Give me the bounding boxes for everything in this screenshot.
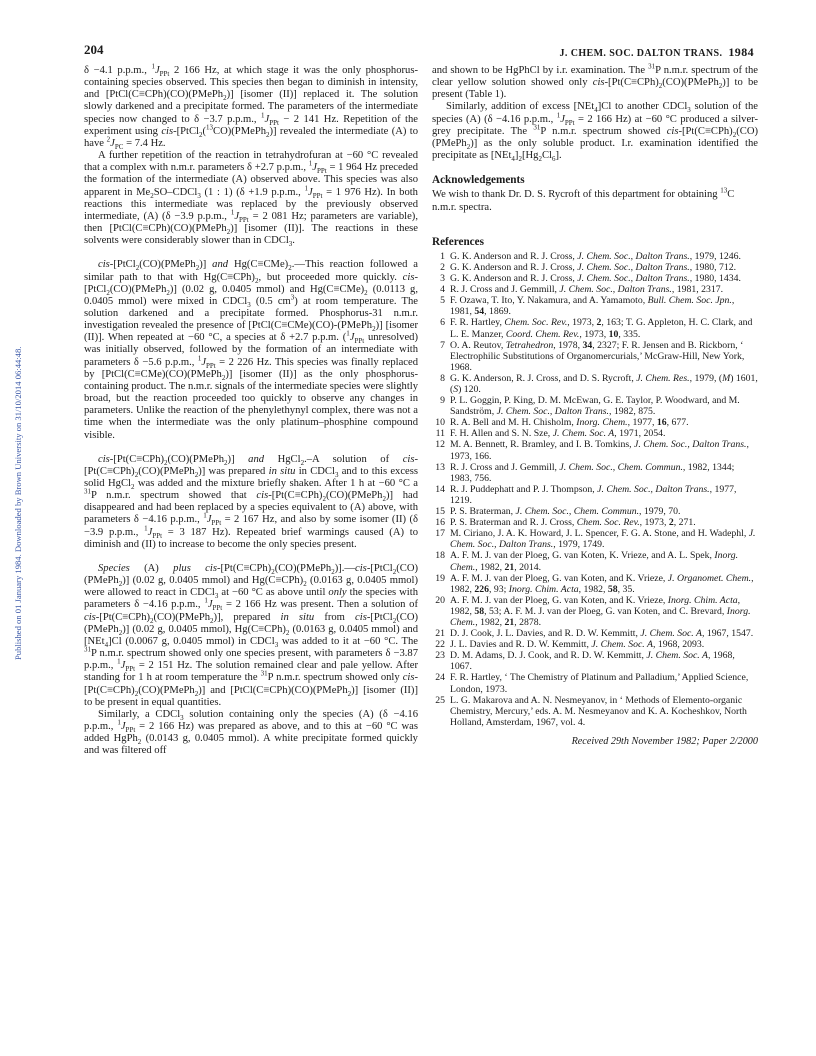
reference-item <box>432 595 758 628</box>
reference-number: 4 <box>440 284 445 296</box>
reference-list <box>432 251 758 728</box>
journal-year: 1984 <box>728 45 754 59</box>
reference-item <box>432 484 758 506</box>
reference-item <box>432 340 758 373</box>
reference-text: F. H. Allen and S. N. Sze, J. Chem. Soc. A, 1971, 2054. <box>450 428 666 440</box>
reference-item <box>432 550 758 572</box>
reference-text: R. J. Cross and J. Gemmill, J. Chem. Soc., Chem. Commun., 1982, 1344; 1983, 756. <box>450 461 735 484</box>
reference-number: 24 <box>435 672 445 684</box>
references-heading: References <box>432 235 484 248</box>
reference-item <box>432 628 758 639</box>
reference-number: 18 <box>435 550 445 562</box>
reference-item <box>432 395 758 417</box>
reference-text: M. Ciriano, J. A. K. Howard, J. L. Spencer, F. G. A. Stone, and H. Wadephl, J. Chem. Soc., Dalton Trans., 1979, 1749. <box>450 528 756 551</box>
reference-text: A. F. M. J. van der Ploeg, G. van Koten, K. Vrieze, and A. L. Spek, Inorg. Chem., 1982, 21, 2014. <box>450 550 739 573</box>
reference-text: P. L. Goggin, P. King, D. M. McEwan, G. E. Taylor, P. Woodward, and M. Sandström, J. Chem. Soc., Dalton Trans., 1982, 875. <box>450 395 740 418</box>
reference-number: 16 <box>435 517 445 529</box>
reference-number: 19 <box>435 572 445 584</box>
reference-text: D. M. Adams, D. J. Cook, and R. D. W. Kemmitt, J. Chem. Soc. A, 1968, 1067. <box>450 650 735 673</box>
reference-item <box>432 506 758 517</box>
reference-number: 14 <box>435 483 445 495</box>
reference-item <box>432 573 758 595</box>
reference-number: 9 <box>440 395 445 407</box>
reference-item <box>432 317 758 339</box>
right-paragraphs <box>432 62 759 164</box>
reference-text: R. J. Puddephatt and P. J. Thompson, J. Chem. Soc., Dalton Trans., 1977, 1219. <box>450 483 737 506</box>
reference-number: 13 <box>435 461 445 473</box>
reference-text: O. A. Reutov, Tetrahedron, 1978, 34, 2327; F. R. Jensen and B. Rickborn, ‘ Electrophilic Substitutions of Organomercurials,’ McGraw-Hill, New York, 1968. <box>450 339 745 373</box>
received-date: Received 29th November 1982; Paper 2/2000 <box>571 735 758 747</box>
reference-text: G. K. Anderson and R. J. Cross, J. Chem. Soc., Dalton Trans., 1980, 1434. <box>450 273 741 285</box>
reference-text: D. J. Cook, J. L. Davies, and R. D. W. Kemmitt, J. Chem. Soc. A, 1967, 1547. <box>450 628 754 640</box>
reference-text: F. R. Hartley, ‘ The Chemistry of Platinum and Palladium,’ Applied Science, London, 1973. <box>450 672 749 695</box>
download-watermark-text: Published on 01 January 1984. Downloaded by Brown University on 31/10/2014 06:44:48. <box>13 346 23 660</box>
acknowledgements-text: We wish to thank Dr. D. S. Rycroft of this department for obtaining $^{13}$C n.m.r. spectra. <box>432 186 735 213</box>
acknowledgements-heading: Acknowledgements <box>432 174 525 187</box>
reference-number: 7 <box>440 339 445 351</box>
reference-text: A. F. M. J. van der Ploeg, G. van Koten, and K. Vrieze, J. Organomet. Chem., 1982, 226, 93; Inorg. Chim. Acta, 1982, 58, 35. <box>450 572 754 595</box>
reference-number: 8 <box>440 372 445 384</box>
reference-number: 2 <box>440 261 445 273</box>
reference-number: 22 <box>435 639 445 651</box>
reference-item <box>432 417 758 428</box>
journal-name: J. CHEM. SOC. DALTON TRANS. <box>559 48 723 59</box>
reference-item <box>432 695 758 728</box>
reference-text: F. R. Hartley, Chem. Soc. Rev., 1973, 2, 163; T. G. Appleton, H. C. Clark, and L. E. Manzer, Coord. Chem. Rev., 1973, 10, 335. <box>450 317 753 340</box>
reference-item <box>432 528 758 550</box>
right-column <box>432 62 759 748</box>
paragraph-p4: cis-$[Pt(C\equiv CPh)_2(CO)(PMePh_2)]$ and HgCl$_2$.–A solution of cis-$[Pt(C\equiv CPh)_2(CO)(PMePh_2)]$ was prepared in situ in CDCl$_3$ and to this excess solid HgCl$_2$ was added and the mixture briefly shaken. After 1 h at −60 °C a $^{31}$P n.m.r. spectrum showed that cis-$[Pt(C\equiv CPh)_2(CO)(PMePh_2)]$ had disappeared and had been replaced by a species equivalent to (A) above, with parameters δ −4.16 p.p.m., $^1J_{PPt} = 2$ 167 Hz, and also by some isomer (II) (δ −3.9 p.p.m., $^1J_{PPt} = 3$ 187 Hz). Repeated brief warmings caused (A) to diminish and (II) to increase to become the only species present. <box>84 453 419 550</box>
reference-text: R. J. Cross and J. Gemmill, J. Chem. Soc., Dalton Trans., 1981, 2317. <box>450 284 724 296</box>
page-number: 204 <box>84 42 104 57</box>
reference-item <box>432 251 758 262</box>
reference-text: G. K. Anderson, R. J. Cross, and D. S. Rycroft, J. Chem. Res., 1979, (M) 1601, (S) 120. <box>450 372 758 395</box>
reference-number: 10 <box>435 417 445 429</box>
reference-item <box>432 273 758 284</box>
reference-text: M. A. Bennett, R. Bramley, and I. B. Tomkins, J. Chem. Soc., Dalton Trans., 1973, 166. <box>450 439 749 462</box>
reference-text: P. S. Braterman and R. J. Cross, Chem. Soc. Rev., 1973, 2, 271. <box>450 517 696 529</box>
reference-item <box>432 517 758 528</box>
reference-text: J. L. Davies and R. D. W. Kemmitt, J. Chem. Soc. A, 1968, 2093. <box>450 639 705 651</box>
reference-number: 17 <box>435 528 445 540</box>
reference-number: 12 <box>435 439 445 451</box>
reference-number: 6 <box>440 317 445 329</box>
reference-number: 23 <box>435 650 445 662</box>
reference-number: 20 <box>435 594 445 606</box>
reference-item <box>432 462 758 484</box>
reference-number: 3 <box>440 273 445 285</box>
download-watermark <box>2 40 23 660</box>
reference-item <box>432 439 758 461</box>
reference-number: 25 <box>435 694 445 706</box>
reference-number: 21 <box>435 628 445 640</box>
paragraph-p7: and shown to be HgPhCl by i.r. examination. The $^{31}$P n.m.r. spectrum of the clear yellow solution showed only cis-$[Pt(C\equiv CPh)_2(CO)(PMePh_2)]$ to be present (Table 1). <box>432 62 759 101</box>
reference-text: G. K. Anderson and R. J. Cross, J. Chem. Soc., Dalton Trans., 1979, 1246. <box>450 250 741 262</box>
reference-item <box>432 262 758 273</box>
reference-item <box>432 295 758 317</box>
reference-text: F. Ozawa, T. Ito, Y. Nakamura, and A. Yamamoto, Bull. Chem. Soc. Jpn., 1981, 54, 1869. <box>450 295 735 318</box>
reference-text: P. S. Braterman, J. Chem. Soc., Chem. Commun., 1979, 70. <box>450 506 681 518</box>
reference-number: 15 <box>435 506 445 518</box>
paragraph-p1: δ −4.1 p.p.m., $^1J_{PPt}$ 2 166 Hz, at which stage it was the only phosphorus-containing species observed. This species then began to diminish in intensity, and [PtCl(C≡CPh)(CO)(PMePh$_2$)] [isomer (II)] replaced it. The solution slowly darkened and a precipitate formed. The parameters of the intermediate species now changed to δ −3.7 p.p.m., $^1J_{PPt} - 2$ 141 Hz. Repetition of the experiment using cis-[PtCl$_2$($^{13}$CO)(PMePh$_2$)] revealed the intermediate (A) to have $^2J_{PC} = 7.4$ Hz. <box>84 62 418 152</box>
reference-text: L. G. Makarova and A. N. Nesmeyanov, in ‘ Methods of Elemento-organic Chemistry, Mercury,’ eds. A. M. Nesmeyanov and K. A. Kocheshkov, North Holland, Amsterdam, 1967, vol. 4. <box>450 694 747 728</box>
running-head <box>560 45 754 60</box>
reference-item <box>432 650 758 672</box>
reference-item <box>432 639 758 650</box>
paragraph-p3: cis-[PtCl$_2$(CO)(PMePh$_2$)] and $Hg(C\equiv CMe)_2.—This$ reaction followed a similar path to that with $Hg(C\equiv CPh)_2$, but proceeded more quickly. cis-[PtCl$_2$(CO)(PMePh$_2$)] (0.02 g, 0.0405 mmol) and $Hg(C\equiv CMe)_2$ (0.0113 g, 0.0405 mmol) were mixed in CDCl$_3$ (0.5 $cm^3$) at room temperature. The solution darkened and a precipitate formed. Phosphorus-31 n.m.r. investigation revealed the presence of [PtCl(C≡CMe)(CO)-(PMePh$_2$)] [isomer (II)]. When repeated at −60 °C, a species at δ +2.7 p.p.m. ($^1J_{PPt}$ unresolved) was initially observed, followed by the formation of an intermediate with parameters δ −5.6 p.p.m., $^1J_{PPt} = 2$ 226 Hz. This species was finally replaced by [PtCl(C≡CMe)(CO)(PMePh$_2$)] [isomer (II)] as the only phosphorus-containing product. The n.m.r. signals of the intermediate species were slightly broad, but the reaction proceeded too quickly to observe any changes in parameters. Unlike the reaction of the phenylethynyl complex, there was not a time when the intermediate was the only platinum–phosphine compound visible. <box>84 259 419 441</box>
left-column <box>84 62 419 757</box>
reference-text: G. K. Anderson and R. J. Cross, J. Chem. Soc., Dalton Trans., 1980, 712. <box>450 261 737 273</box>
paragraph-p2: A further repetition of the reaction in tetrahydrofuran at −60 °C revealed that a complex with n.m.r. parameters δ +2.7 p.p.m., $^1J_{PPt} = 1$ 964 Hz preceded the formation of the intermediate (A) observed above. This species was also apparent in $Me_2SO-CDCl_3$ (1 : 1) (δ +1.9 p.p.m., $^1J_{PPt} = 1$ 976 Hz). In both reactions this intermediate was replaced by the previously observed intermediate, (A) (δ −3.9 p.p.m., $^1J_{PPt} = 2$ 081 Hz; parameters are variable), then [PtCl(C≡CPh)(CO)(PMePh$_2$)] [isomer (II)]. The reactions in these solvents were considerably slower than in CDCl$_3$. <box>84 150 419 249</box>
paragraph-p6: Similarly, a CDCl$_3$ solution containing only the species (A) (δ −4.16 p.p.m., $^1J_{PPt} = 2$ 166 Hz) was prepared as above, and to this at −60 °C was added HgPh$_2$ (0.0143 g, 0.0405 mmol). A white precipitate formed quickly and was filtered off <box>84 708 419 757</box>
reference-number: 11 <box>435 428 445 440</box>
reference-text: A. F. M. J. van der Ploeg, G. van Koten, and K. Vrieze, Inorg. Chim. Acta, 1982, 58, 53; A. F. M. J. van der Ploeg, G. van Koten, and C. Brevard, Inorg. Chem., 1982, 21, 2878. <box>450 594 751 628</box>
reference-text: R. A. Bell and M. H. Chisholm, Inorg. Chem., 1977, 16, 677. <box>450 417 689 429</box>
reference-item <box>432 373 758 395</box>
reference-number: 1 <box>440 250 445 262</box>
reference-item <box>432 428 758 439</box>
reference-item <box>432 284 758 295</box>
paragraph-p8: Similarly, addition of excess [NEt$_4$]Cl to another CDCl$_3$ solution of the species (A) (δ −4.16 p.p.m., $^1J_{PPt} = 2$ 166 Hz) at −60 °C produced a silver-grey precipitate. The $^{31}$P n.m.r. spectrum showed cis-$[Pt(C\equiv CPh)_2(CO)(PMePh_2)]$ as the only soluble product. I.r. examination identified the precipitate as $[NEt_4]_2[Hg_2Cl_6]$. <box>432 101 758 164</box>
paragraph-p5: Species (A) plus cis-$[Pt(C\equiv CPh)_2(CO)(PMePh_2)].—cis-[PtCl_2(CO)(PMePh_2)]$ (0.02 g, 0.0405 mmol) and $Hg(C\equiv CPh)_2$ (0.0163 g, 0.0405 mmol) were allowed to react in CDCl$_3$ at −60 °C as above until only the species with parameters δ −4.16 p.p.m., $^1J_{PPt} = 2$ 166 Hz was present. Then a solution of cis-$[Pt(C\equiv CPh)_2(CO)(PMePh_2)]$, prepared in situ from cis-[PtCl$_2$(CO)(PMePh$_2$)] (0.02 g, 0.0405 mmol), $Hg(C\equiv CPh)_2$ (0.0163 g, 0.0405 mmol) and [NEt$_4$]Cl (0.0067 g, 0.0405 mmol) in CDCl$_3$ was added to it at −60 °C. The $^{31}$P n.m.r. spectrum showed only one species present, with parameters δ −3.87 p.p.m., $^1J_{PPt} = 2$ 151 Hz. The solution remained clear and pale yellow. After standing for 1 h at room temperature the $^{31}$P n.m.r. spectrum showed only cis-$[Pt(C\equiv CPh)_2(CO)(PMePh_2)]$ and [PtCl(C≡CPh)(CO)(PMePh$_2$)] [isomer (II)] to be present in equal quantities. <box>84 562 419 708</box>
reference-item <box>432 672 758 694</box>
reference-number: 5 <box>440 295 445 307</box>
